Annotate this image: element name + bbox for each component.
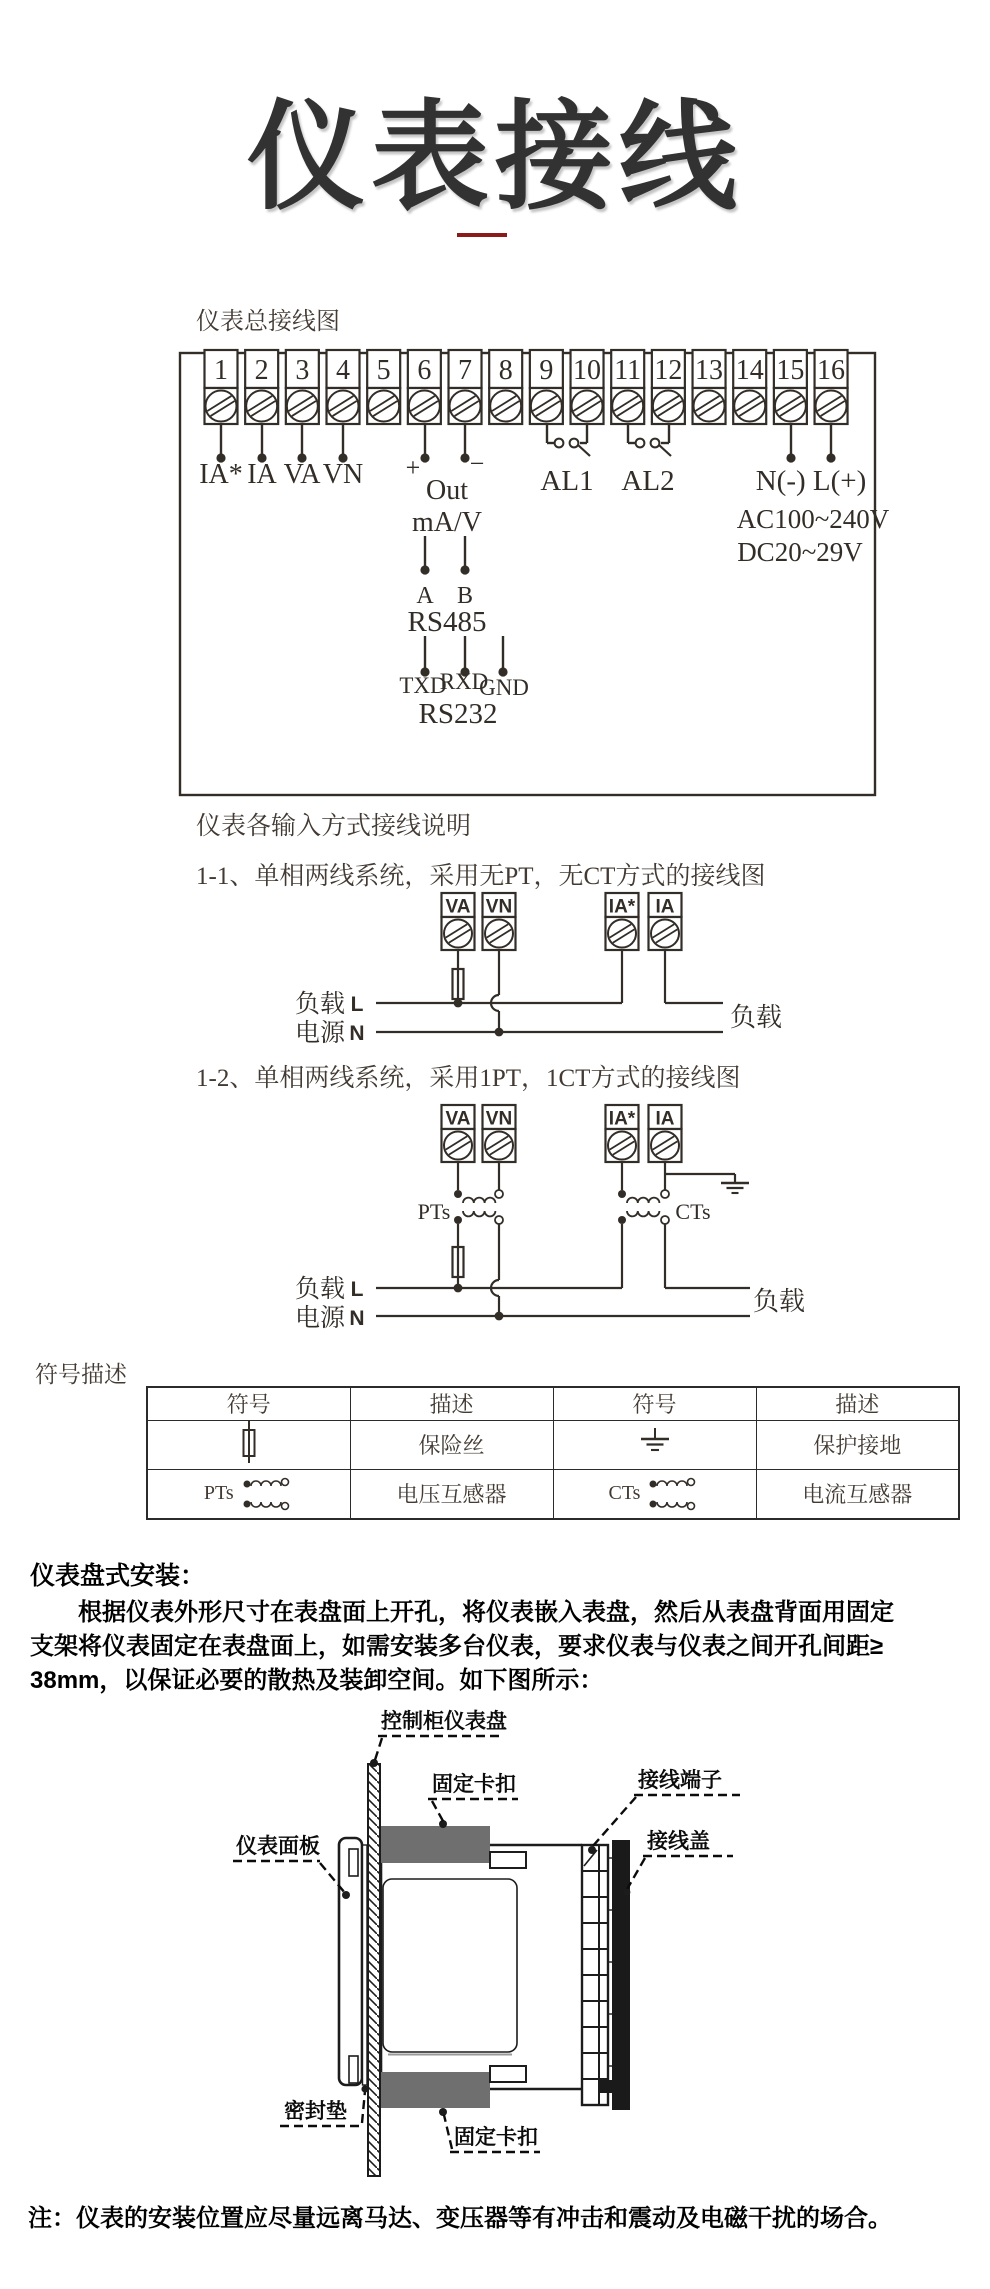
- case-foot: [600, 2080, 626, 2093]
- installation-note: 注：仪表的安装位置应尽量远离马达、变压器等有冲击和震动及电磁干扰的场合。: [28, 2205, 892, 2232]
- terminal-block-label: 接线端子: [638, 1769, 722, 1792]
- bezel-slot: [349, 1849, 358, 1876]
- table-row: [147, 1469, 959, 1519]
- label-rs232: RS232: [418, 698, 498, 730]
- cts-desc: 电流互感器: [756, 1469, 959, 1519]
- terminal-label: 13: [695, 355, 724, 387]
- wires: [376, 950, 723, 1032]
- fixing-clip-bottom: [381, 2072, 490, 2108]
- label-out: Out: [426, 475, 468, 506]
- terminal: [733, 350, 766, 424]
- label-al1: AL1: [540, 465, 594, 497]
- fixing-clip-top: [381, 1826, 490, 1863]
- terminal: [606, 1105, 639, 1162]
- terminal: [652, 350, 685, 424]
- label-pts: PTs: [417, 1199, 451, 1224]
- wires: [376, 1162, 750, 1316]
- seal-label: 密封垫: [284, 2100, 347, 2123]
- label-b: B: [456, 583, 474, 609]
- symbol-table-caption: 符号描述: [35, 1362, 127, 1387]
- header-desc-2: 描述: [756, 1387, 959, 1420]
- leader-dot: [624, 1889, 631, 1896]
- terminal-label: 3: [295, 355, 310, 387]
- terminal: [489, 350, 522, 424]
- leader-dot: [361, 2085, 368, 2092]
- installation-heading: 仪表盘式安装：: [30, 1562, 206, 1590]
- terminal: [649, 1105, 682, 1162]
- terminal-label: VA: [445, 896, 471, 918]
- seal-gasket: [363, 1845, 368, 2085]
- terminal-strip: [442, 1105, 682, 1162]
- label-a: A: [416, 583, 434, 609]
- terminal-label: 1: [214, 355, 228, 387]
- terminal-label: 5: [376, 355, 391, 387]
- terminal-label: 8: [498, 355, 513, 387]
- transformer-nodes: [454, 1190, 669, 1320]
- diagram-border: [180, 353, 875, 795]
- clip-rail-top: [490, 1852, 526, 1868]
- terminal: [449, 350, 482, 424]
- terminal-strip: [442, 893, 682, 950]
- terminal-label: 6: [417, 355, 432, 387]
- terminal-label: 12: [654, 355, 683, 387]
- ground-desc: 保护接地: [756, 1420, 959, 1469]
- installation-paragraph: [30, 1596, 975, 1698]
- paragraph-line: 根据仪表外形尺寸在表盘面上开孔，将仪表嵌入表盘，然后从表盘背面用固定: [78, 1599, 894, 1626]
- terminal-label: IA: [655, 896, 675, 918]
- terminal: [286, 350, 319, 424]
- header-symbol-2: 符号: [553, 1387, 756, 1420]
- label-va: VA: [283, 459, 321, 490]
- cover-label: 接线盖: [647, 1830, 710, 1853]
- terminal: [649, 893, 682, 950]
- terminal: [245, 350, 278, 424]
- label-source: 电源: [294, 1020, 346, 1047]
- terminal-label: 16: [817, 355, 846, 387]
- terminal-label: VA: [445, 1108, 471, 1130]
- main-diagram-heading: 仪表总接线图: [196, 309, 340, 335]
- label-source: 电源: [294, 1305, 346, 1332]
- terminal-label: IA: [655, 1108, 675, 1130]
- label-gnd: GND: [479, 675, 529, 700]
- front-panel-label: 仪表面板: [236, 1835, 320, 1858]
- table-row: [147, 1420, 959, 1469]
- label-plus: +: [405, 453, 421, 482]
- meter-body: [383, 1879, 517, 2052]
- label-ma-v: mA/V: [412, 507, 482, 538]
- cts-label: CTs: [608, 1482, 641, 1505]
- clip-bottom-label: 固定卡扣: [454, 2126, 538, 2149]
- label-rs485: RS485: [407, 606, 487, 638]
- terminal: [606, 893, 639, 950]
- relay-contact-icons: [555, 439, 660, 448]
- label-load-right: 负载: [752, 1287, 806, 1316]
- terminal: [442, 1105, 475, 1162]
- current-transformer-icon: [646, 1472, 700, 1516]
- wire-dots: [454, 999, 504, 1037]
- diagram-1-1: [180, 885, 820, 1050]
- paragraph-line: 支架将仪表固定在表盘面上，如需安装多台仪表，要求仪表与仪表之间开孔间距≥: [30, 1633, 884, 1660]
- terminal: [530, 350, 563, 424]
- leader-dot: [588, 1846, 596, 1854]
- main-wiring-diagram: [170, 340, 930, 810]
- clip-rail-bottom: [490, 2066, 526, 2082]
- label-line-l: L: [350, 1278, 364, 1301]
- label-line-n: N: [349, 1022, 365, 1045]
- terminal: [693, 350, 726, 424]
- voltage-transformer-icon: [240, 1472, 294, 1516]
- terminal: [327, 350, 360, 424]
- label-load-left: 负载: [294, 991, 346, 1018]
- terminal: [774, 350, 807, 424]
- label-load-left: 负载: [294, 1276, 346, 1303]
- terminal-label: 14: [735, 355, 764, 387]
- terminal: [408, 350, 441, 424]
- label-txd: TXD: [399, 673, 447, 698]
- installation-diagram: [170, 1700, 770, 2190]
- terminal-label: VN: [485, 896, 513, 918]
- terminal: [367, 350, 400, 424]
- cabinet-panel: [368, 1764, 380, 2176]
- leader-dot: [342, 1891, 350, 1899]
- paragraph-line: 38mm，以保证必要的散热及装卸空间。如下图所示：: [30, 1667, 604, 1694]
- leader-dot: [439, 2108, 447, 2116]
- terminal-label: 10: [573, 355, 602, 387]
- label-vn: VN: [322, 459, 364, 490]
- header-desc-1: 描述: [350, 1387, 553, 1420]
- label-al2: AL2: [621, 465, 675, 497]
- item2-title: 1-2、单相两线系统，采用1PT，1CT方式的接线图: [196, 1065, 741, 1092]
- terminal: [815, 350, 848, 424]
- label-line-l: L: [350, 993, 364, 1016]
- table-header-row: [147, 1387, 959, 1420]
- panel-label: 控制柜仪表盘: [381, 1710, 507, 1733]
- terminal: [442, 893, 475, 950]
- input-methods-heading: 仪表各输入方式接线说明: [196, 813, 472, 840]
- terminal-label: VN: [485, 1108, 513, 1130]
- terminal-cover: [612, 1840, 630, 2110]
- label-ia: IA: [247, 459, 277, 490]
- item1-title: 1-1、单相两线系统，采用无PT，无CT方式的接线图: [196, 863, 766, 890]
- label-ac-range: AC100~240V: [736, 504, 890, 534]
- symbol-table: [146, 1386, 960, 1520]
- clip-top-label: 固定卡扣: [432, 1773, 516, 1796]
- terminal-label: 11: [614, 355, 642, 387]
- bezel-slot: [349, 2056, 358, 2083]
- label-dc-range: DC20~29V: [737, 537, 863, 567]
- label-load-right: 负载: [729, 1003, 783, 1032]
- label-cts: CTs: [675, 1199, 711, 1224]
- pts-desc: 电压互感器: [350, 1469, 553, 1519]
- terminal-label: 2: [254, 355, 269, 387]
- terminal-label: 7: [458, 355, 473, 387]
- pts-label: PTs: [203, 1482, 234, 1505]
- terminal-label: 9: [539, 355, 554, 387]
- terminal: [483, 1105, 516, 1162]
- ground-icon: [638, 1428, 672, 1456]
- fuse-desc: 保险丝: [350, 1420, 553, 1469]
- label-line-n: N: [349, 1307, 365, 1330]
- terminal-label: IA*: [608, 1108, 636, 1130]
- label-ia-star: IA*: [199, 459, 243, 490]
- terminal: [571, 350, 604, 424]
- leader-dot: [370, 1759, 378, 1767]
- label-power: N(-) L(+): [755, 465, 867, 497]
- terminal: [205, 350, 238, 424]
- leader-dot: [439, 1820, 447, 1828]
- diagram-1-2: [180, 1095, 820, 1340]
- terminal-label: 15: [776, 355, 805, 387]
- terminal: [483, 893, 516, 950]
- label-rxd: RXD: [439, 669, 489, 694]
- header-symbol-1: 符号: [147, 1387, 350, 1420]
- page-title: 仪表接线: [246, 92, 743, 224]
- terminal-block: [582, 1845, 612, 2105]
- terminal-strip: [205, 350, 848, 424]
- terminal-label: IA*: [608, 896, 636, 918]
- terminal-label: 4: [336, 355, 351, 387]
- title-divider: [457, 233, 507, 237]
- terminal: [611, 350, 644, 424]
- fuse-icon: [238, 1421, 260, 1463]
- label-minus: −: [469, 449, 485, 478]
